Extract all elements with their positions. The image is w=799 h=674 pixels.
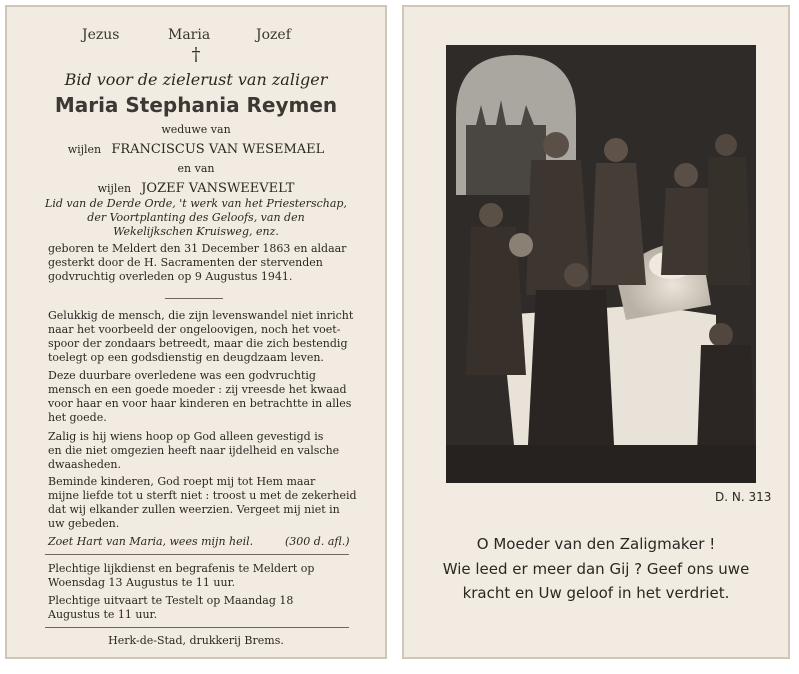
verse-3: Zalig is hij wiens hoop op God alleen gevestigd is en die niet omgezien heeft naar ijdelheid en valsche dwaasheden. <box>48 430 340 471</box>
prayer-line-2: Wie leed er meer dan Gij ? Geef ons uwe <box>442 560 750 578</box>
prayer-line-1: O Moeder van den Zaligmaker ! <box>476 535 716 553</box>
cross-icon: † <box>191 44 201 65</box>
ejaculation: Zoet Hart van Maria, wees mijn heil. <box>48 535 254 548</box>
name-maria: Maria <box>168 27 211 43</box>
divider <box>45 554 349 555</box>
deathbed-illustration <box>446 45 756 483</box>
deathbed-scene-image <box>446 45 756 483</box>
and-of: en van <box>177 162 215 175</box>
divider <box>165 298 223 299</box>
verse-1: Gelukkig de mensch, die zijn levenswandel niet inricht naar het voorbeeld der ongeloovigen, noch het voet- spoor der zondaars betreedt, maar die zich bestendig toelegt op een godsdienstig en deugdzaam leven. <box>48 309 354 364</box>
prayer-line-3: kracht en Uw geloof in het verdriet. <box>462 584 730 602</box>
memberships: Lid van de Derde Orde, 't werk van het Priesterschap, der Voortplanting des Geloofs, van den Wekelijkschen Kruisweg, enz. <box>45 197 347 238</box>
funeral-notice: Plechtige lijkdienst en begrafenis te Meldert op Woensdag 13 Augustus te 11 uur. <box>48 562 315 589</box>
printer-credit: Herk-de-Stad, drukkerij Brems. <box>108 634 284 647</box>
indulgence: (300 d. afl.) <box>285 535 350 548</box>
biography: geboren te Meldert den 31 December 1863 en aldaar gesterkt door de H. Sacramenten der stervenden godvruchtig overleden op 9 Augustus 1941. <box>48 242 347 283</box>
verse-2: Deze duurbare overledene was een godvruchtig mensch en een goede moeder : zij vreesde het kwaad voor haar en voor haar kinderen en betrachtte in alles het goede. <box>48 369 352 424</box>
verse-4: Beminde kinderen, God roept mij tot Hem maar mijne liefde tot u sterft niet : troost u met de zekerheid dat wij elkander zullen weerzien. Vergeet mij niet in uw gebeden. <box>48 475 357 530</box>
name-jozef: Jozef <box>256 27 291 43</box>
image-code: D. N. 313 <box>715 490 772 504</box>
name-jezus: Jezus <box>82 27 120 43</box>
deceased-name: Maria Stephania Reymen <box>54 93 338 117</box>
late-husband-1: wijlen FRANCISCUS VAN WESEMAEL <box>67 142 325 157</box>
memorial-card-text-side <box>5 5 387 659</box>
late-husband-2: wijlen JOZEF VANSWEEVELT <box>97 181 295 196</box>
divider <box>45 627 349 628</box>
widow-of: weduwe van <box>161 123 231 136</box>
prayer-line: Bid voor de zielerust van zaliger <box>64 70 328 89</box>
memorial-card-image-side <box>402 5 790 659</box>
service-notice: Plechtige uitvaart te Testelt op Maandag 18 Augustus te 11 uur. <box>48 594 294 621</box>
